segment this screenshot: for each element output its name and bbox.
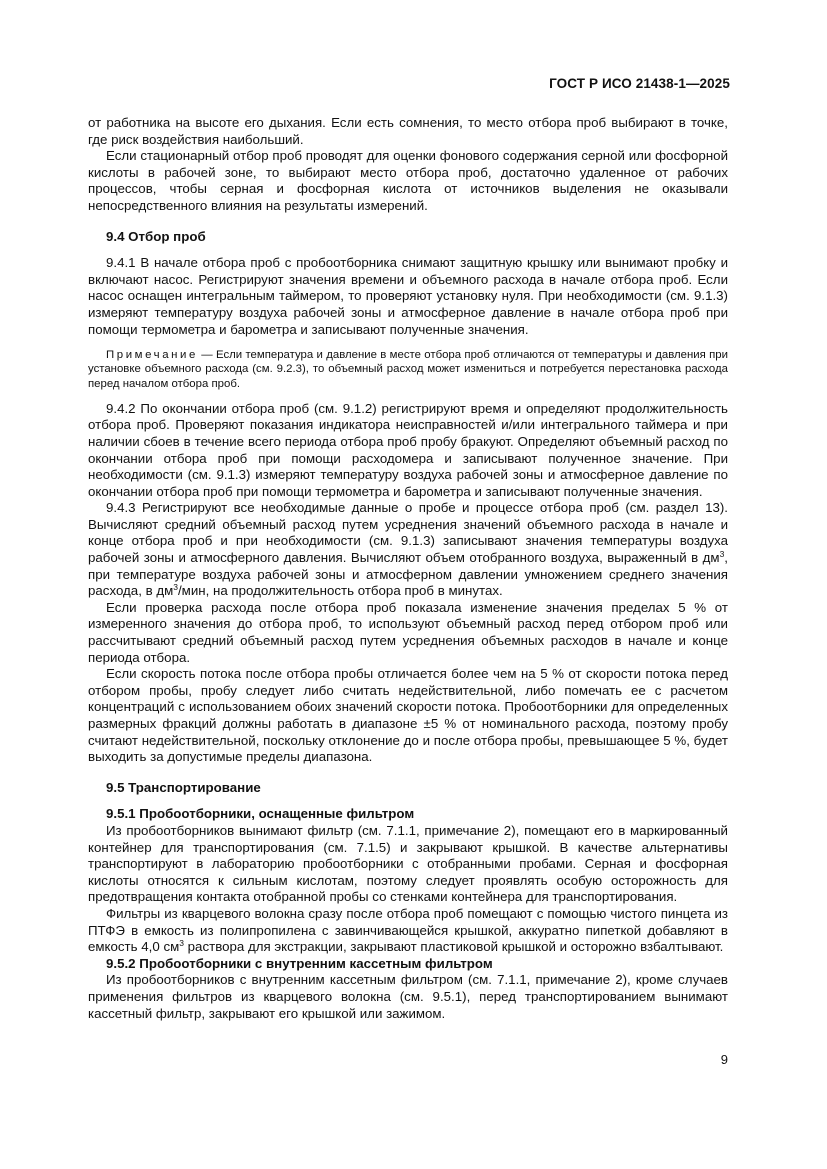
superscript: 3	[719, 549, 725, 560]
paragraph	[88, 906, 728, 956]
page-number: 9	[720, 1052, 728, 1067]
section-heading-9-4: 9.4 Отбор проб	[106, 228, 206, 244]
clause-9-4-3	[88, 500, 728, 600]
clause-text: /мин, на продолжительность отбора проб в минутах.	[177, 583, 503, 599]
superscript: 3	[179, 938, 184, 949]
paragraph: от работника на высоте его дыхания. Если есть сомнения, то место отбора проб выбирают в точке, где риск воздействия наибольший.	[88, 115, 728, 147]
note-label: Примечание	[106, 349, 198, 362]
paragraph: Если скорость потока после отбора пробы отличается более чем на 5 % от скорости потока перед отбором пробы, пробу следует либо считать недействительной, либо помечать ее с расчетом концентраций с использованием обоих значений скорости потока. Пробоотборники для определенных размерных фракций должны работать в диапазоне ±5 % от номинального расхода, поэтому пробу считают недействительной, поскольку отклонение до и после отбора пробы, превышающее 5 %, будет выходить за допустимые пределы диапазона.	[88, 666, 728, 765]
note-text: — Если температура и давление в месте отбора проб отличаются от температуры и давления при установке объемного расхода (см. 9.2.3), то объемный расход может измениться и потребуется перестановка расхода перед началом отбора проб.	[88, 349, 728, 390]
paragraph: Если стационарный отбор проб проводят для оценки фонового содержания серной или фосфорной кислоты в рабочей зоне, то выбирают место отбора проб, достаточно удаленное от рабочих процессов, чтобы серная и фосфорная кислота от источников выделения не оказывали непосредственного влияния на результаты измерений.	[88, 148, 728, 213]
paragraph: Из пробоотборников вынимают фильтр (см. 7.1.1, примечание 2), помещают его в маркированный контейнер для транспортирования (см. 7.1.5) и закрывают крышкой. В качестве альтернативы транспортируют в лабораторию пробоотборники с отобранными пробами. Серная и фосфорная кислоты относятся к сильным кислотам, поэтому следует проявлять особую осторожность для предотвращения контакта отобранной пробы со стенками контейнера для транспортирования.	[88, 822, 728, 905]
note	[88, 348, 728, 391]
paragraph: Если проверка расхода после отбора проб показала изменение значения пределах 5 % от измеренного значения до отбора проб, то используют объемный расход перед отбором проб или рассчитывают средний объемный расход путем усреднения объемных расходов в начале и конце периода отбора.	[88, 599, 728, 665]
superscript: 3	[173, 582, 178, 593]
clause-text: 9.4.3 Регистрируют все необходимые данные о пробе и процессе отбора проб (см. раздел 13). Вычисляют средний объемный расход путем усреднения значений объемного расхода в начале и конце отбора проб и при необходимости (см. 9.1.3) записывают значения температуры воздуха рабочей зоны и атмосферного давления. Вычисляют объем отобранного воздуха, выраженный в дм	[88, 500, 728, 566]
subsection-heading-9-5-2: 9.5.2 Пробоотборники с внутренним кассетным фильтром	[106, 955, 493, 971]
paragraph: Из пробоотборников с внутренним кассетным фильтром (см. 7.1.1, примечание 2), кроме случаев применения фильтров из кварцевого волокна (см. 9.5.1), перед транспортированием вынимают кассетный фильтр, закрывают его крышкой или зажимом.	[88, 972, 728, 1021]
clause-9-4-2: 9.4.2 По окончании отбора проб (см. 9.1.2) регистрируют время и определяют продолжительность отбора проб. Проверяют показания индикатора неисправностей и/или интегрального таймера и при наличии сбоев в течение всего периода отбора проб пробу бракуют. Определяют объемный расход по окончании отбора проб при помощи расходомера и записывают полученное значение. При необходимости (см. 9.1.3) измеряют температуру воздуха рабочей зоны и атмосферное давление по окончании отбора проб при помощи термометра и барометра и записывают полученные значения.	[88, 400, 728, 499]
paragraph-text: раствора для экстракции, закрывают пластиковой крышкой и осторожно взбалтывают.	[183, 939, 724, 955]
document-body	[88, 115, 728, 1022]
document-header: ГОСТ Р ИСО 21438-1—2025	[549, 76, 730, 91]
section-heading-9-5: 9.5 Транспортирование	[106, 779, 261, 795]
clause-text: , при температуре воздуха рабочей зоны и атмосферном давлении умножением среднего значения расхода, в дм	[88, 550, 728, 599]
paragraph-text: Фильтры из кварцевого волокна сразу после отбора проб помещают с помощью чистого пинцета из ПТФЭ в емкость из полипропилена с завинчивающейся крышкой, аккуратно пипеткой добавляют в емкость 4,0 см	[88, 905, 728, 955]
clause-9-4-1: 9.4.1 В начале отбора проб с пробоотборника снимают защитную крышку или вынимают пробку и включают насос. Регистрируют значения времени и объемного расхода в начале отбора проб. Если насос оснащен интегральным таймером, то проверяют установку нуля. При необходимости (см. 9.1.3) измеряют температуру воздуха рабочей зоны и атмосферное давление в начале отбора проб при помощи термометра и барометра и записывают полученные значения.	[88, 255, 728, 337]
subsection-heading-9-5-1: 9.5.1 Пробоотборники, оснащенные фильтром	[106, 806, 415, 822]
